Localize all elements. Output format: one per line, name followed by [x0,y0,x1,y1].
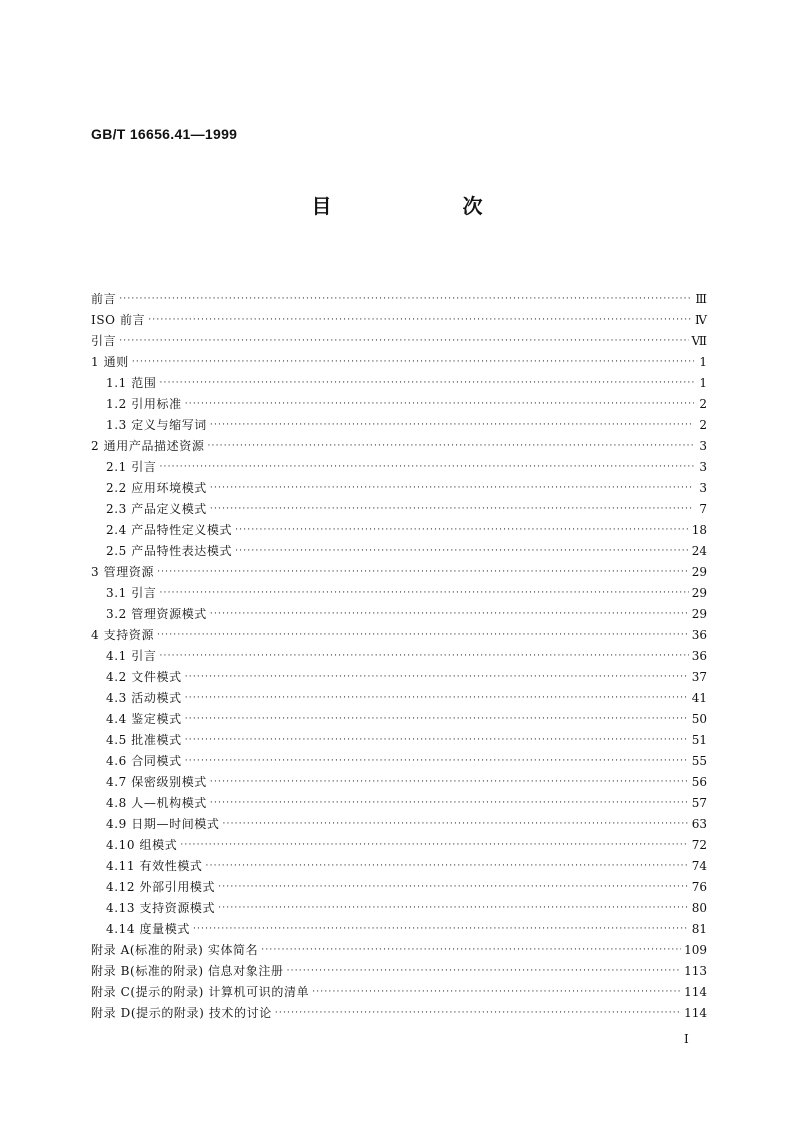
toc-entry-page: 2 [699,397,707,411]
toc-entry-label: 4.10 组模式 [106,838,178,852]
toc-entry-label: 4 支持资源 [91,628,155,642]
toc-leader-dots [210,604,689,625]
toc-entry-label: 3 管理资源 [91,565,155,579]
toc-entry[interactable] [91,940,707,961]
toc-entry-page: 36 [691,649,707,663]
toc-entry[interactable] [91,541,707,562]
toc-entry-page: 3 [699,460,707,474]
toc-leader-dots [235,541,689,562]
toc-entry-page: 36 [691,628,707,642]
toc-entry-label: 4.11 有效性模式 [106,859,203,873]
toc-entry[interactable] [91,289,707,310]
toc-entry[interactable] [91,646,707,667]
toc-entry-label: 4.1 引言 [106,649,157,663]
toc-entry[interactable] [91,730,707,751]
toc-entry-label: 4.8 人—机构模式 [106,796,207,810]
toc-entry[interactable] [91,856,707,877]
toc-leader-dots [210,478,694,499]
toc-leader-dots [210,772,689,793]
toc-entry-page: 51 [691,733,707,747]
toc-entry-label: 附录 D(提示的附录) 技术的讨论 [91,1006,272,1020]
toc-entry[interactable] [91,415,707,436]
toc-entry[interactable] [91,562,707,583]
toc-entry-page: 41 [691,691,707,705]
toc-entry-page: 113 [684,964,707,978]
toc-entry[interactable] [91,478,707,499]
toc-entry-page: 55 [691,754,707,768]
toc-entry-page: 7 [699,502,707,516]
toc-entry[interactable] [91,772,707,793]
toc-entry-label: 2.4 产品特性定义模式 [106,523,233,537]
toc-entry-page: 3 [699,481,707,495]
toc-leader-dots [185,667,689,688]
toc-leader-dots [148,310,692,331]
toc-entry[interactable] [91,520,707,541]
toc-leader-dots [218,898,689,919]
toc-entry[interactable] [91,814,707,835]
page-title: 目 次 [311,194,545,218]
toc-entry[interactable] [91,373,707,394]
toc-leader-dots [235,520,689,541]
toc-leader-dots [160,646,689,667]
toc-entry-label: 1.2 引用标准 [106,397,182,411]
toc-entry-label: 附录 A(标准的附录) 实体简名 [91,943,259,957]
toc-leader-dots [210,793,689,814]
toc-entry[interactable] [91,499,707,520]
toc-leader-dots [275,1003,681,1024]
toc-entry-label: 4.5 批准模式 [106,733,182,747]
toc-entry-page: Ⅳ [695,313,707,327]
toc-leader-dots [218,877,689,898]
toc-entry[interactable] [91,1003,707,1024]
toc-entry-page: 74 [691,859,707,873]
toc-entry-label: 4.7 保密级别模式 [106,775,207,789]
toc-leader-dots [132,352,694,373]
toc-entry-page: 72 [691,838,707,852]
toc-entry-page: 29 [691,586,707,600]
toc-entry-label: 1.3 定义与缩写词 [106,418,207,432]
toc-entry[interactable] [91,982,707,1003]
toc-leader-dots [119,289,692,310]
toc-leader-dots [157,625,689,646]
toc-entry[interactable] [91,352,707,373]
toc-leader-dots [185,688,689,709]
toc-entry-label: 1 通则 [91,355,129,369]
toc-entry[interactable] [91,436,707,457]
toc-entry-page: 80 [691,901,707,915]
toc-entry[interactable] [91,310,707,331]
toc-entry-page: 57 [691,796,707,810]
toc-entry-page: 3 [699,439,707,453]
toc-entry-page: 50 [691,712,707,726]
toc-leader-dots [210,415,694,436]
toc-entry-label: 4.2 文件模式 [106,670,182,684]
toc-entry-label: 3.2 管理资源模式 [106,607,207,621]
table-of-contents [91,289,707,1024]
page-number: I [684,1032,689,1046]
toc-entry[interactable] [91,583,707,604]
toc-leader-dots [185,751,689,772]
toc-entry[interactable] [91,604,707,625]
toc-leader-dots [206,856,689,877]
toc-entry-label: 2.2 应用环境模式 [106,481,207,495]
toc-entry[interactable] [91,919,707,940]
toc-entry-label: 4.6 合同模式 [106,754,182,768]
toc-entry-label: 1.1 范围 [106,376,157,390]
toc-entry-label: 4.3 活动模式 [106,691,182,705]
toc-entry-page: 76 [691,880,707,894]
toc-leader-dots [185,709,689,730]
toc-entry[interactable] [91,751,707,772]
toc-leader-dots [160,373,695,394]
toc-leader-dots [223,814,689,835]
toc-entry[interactable] [91,331,707,352]
toc-entry-page: 114 [684,1006,707,1020]
toc-entry[interactable] [91,793,707,814]
toc-entry-page: Ⅶ [691,334,707,348]
toc-entry-page: 29 [691,565,707,579]
toc-entry-label: 2.3 产品定义模式 [106,502,207,516]
toc-entry-page: 63 [691,817,707,831]
toc-entry-page: 81 [691,922,707,936]
toc-entry-label: 前言 [91,292,117,306]
toc-leader-dots [160,583,689,604]
toc-entry-label: 3.1 引言 [106,586,157,600]
toc-leader-dots [207,436,694,457]
toc-entry-page: Ⅲ [695,292,707,306]
toc-entry[interactable] [91,835,707,856]
toc-entry[interactable] [91,709,707,730]
toc-leader-dots [312,982,681,1003]
toc-entry-label: 附录 B(标准的附录) 信息对象注册 [91,964,284,978]
standard-code: GB/T 16656.41—1999 [91,126,238,142]
toc-entry-page: 2 [699,418,707,432]
toc-entry-page: 29 [691,607,707,621]
toc-leader-dots [180,835,688,856]
toc-entry-label: 4.14 度量模式 [106,922,190,936]
toc-entry-page: 114 [684,985,707,999]
toc-entry-page: 37 [691,670,707,684]
toc-entry-label: 引言 [91,334,117,348]
toc-entry[interactable] [91,961,707,982]
toc-entry[interactable] [91,625,707,646]
toc-entry-page: 1 [699,355,707,369]
toc-entry[interactable] [91,898,707,919]
toc-entry-page: 24 [691,544,707,558]
toc-entry-label: ISO 前言 [91,313,146,327]
toc-entry[interactable] [91,688,707,709]
toc-entry-label: 4.12 外部引用模式 [106,880,216,894]
toc-leader-dots [160,457,695,478]
toc-leader-dots [119,331,688,352]
toc-leader-dots [287,961,681,982]
toc-entry[interactable] [91,877,707,898]
toc-entry-label: 4.4 鉴定模式 [106,712,182,726]
toc-leader-dots [193,919,689,940]
toc-entry-page: 109 [684,943,707,957]
toc-entry[interactable] [91,457,707,478]
toc-entry-page: 18 [691,523,707,537]
toc-entry-page: 56 [691,775,707,789]
toc-leader-dots [157,562,689,583]
toc-entry-label: 附录 C(提示的附录) 计算机可识的清单 [91,985,310,999]
toc-entry[interactable] [91,667,707,688]
toc-entry-label: 2.1 引言 [106,460,157,474]
toc-entry-label: 2.5 产品特性表达模式 [106,544,233,558]
toc-leader-dots [261,940,681,961]
toc-leader-dots [210,499,694,520]
toc-entry[interactable] [91,394,707,415]
toc-entry-page: 1 [699,376,707,390]
toc-entry-label: 2 通用产品描述资源 [91,439,205,453]
toc-entry-label: 4.9 日期—时间模式 [106,817,220,831]
toc-leader-dots [185,730,689,751]
toc-leader-dots [185,394,694,415]
toc-entry-label: 4.13 支持资源模式 [106,901,216,915]
